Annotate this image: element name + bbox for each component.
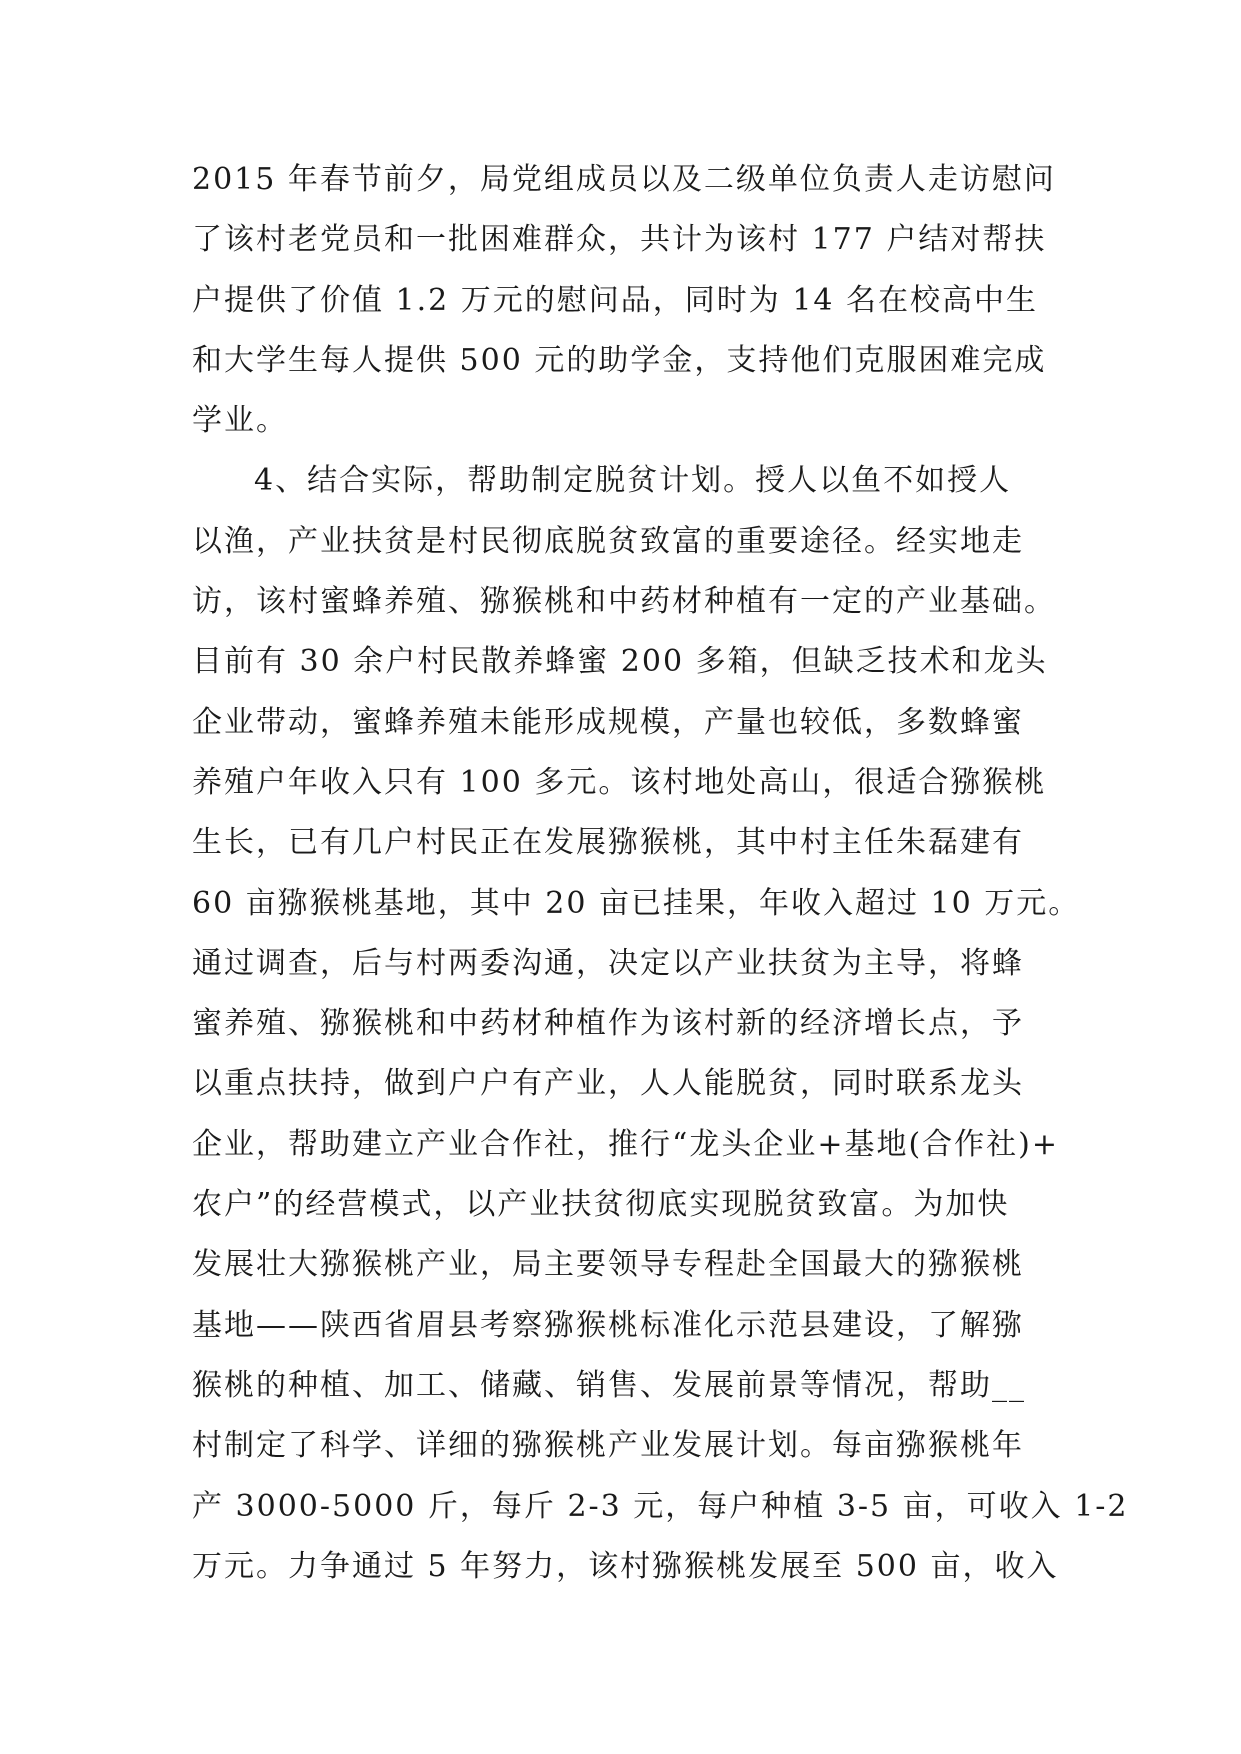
text-line: 万元。力争通过 5 年努力，该村猕猴桃发展至 500 亩，收入 [192, 1548, 1059, 1584]
text-line: 以渔，产业扶贫是村民彻底脱贫致富的重要途径。经实地走 [192, 523, 1024, 559]
text-line: 通过调查，后与村两委沟通，决定以产业扶贫为主导，将蜂 [192, 945, 1024, 981]
text-line: 目前有 30 余户村民散养蜂蜜 200 多箱，但缺乏技术和龙头 [192, 644, 1048, 680]
text-line: 生长，已有几户村民正在发展猕猴桃，其中村主任朱磊建有 [192, 825, 1024, 861]
text-line: 2015 年春节前夕，局党组成员以及二级单位负责人走访慰问 [192, 162, 1056, 197]
text-line: 猴桃的种植、加工、储藏、销售、发展前景等情况，帮助__ [192, 1367, 1026, 1403]
text-line: 企业带动，蜜蜂养殖未能形成规模，产量也较低，多数蜂蜜 [192, 704, 1024, 740]
body-text [192, 150, 1129, 1597]
text-line: 访，该村蜜蜂养殖、猕猴桃和中药材种植有一定的产业基础。 [192, 584, 1056, 620]
text-line: 以重点扶持，做到户户有产业，人人能脱贫，同时联系龙头 [192, 1066, 1024, 1102]
text-line: 企业，帮助建立产业合作社，推行“龙头企业+基地(合作社)+ [192, 1126, 1060, 1162]
text-line: 了该村老党员和一批困难群众，共计为该村 177 户结对帮扶 [192, 222, 1047, 258]
text-line: 养殖户年收入只有 100 多元。该村地处高山，很适合猕猴桃 [192, 764, 1047, 800]
text-line: 农户”的经营模式，以产业扶贫彻底实现脱贫致富。为加快 [192, 1187, 1010, 1223]
text-line: 蜜养殖、猕猴桃和中药材种植作为该村新的经济增长点，予 [192, 1006, 1024, 1042]
text-line: 学业。 [192, 403, 288, 439]
text-line: 发展壮大猕猴桃产业，局主要领导专程赴全国最大的猕猴桃 [192, 1247, 1024, 1283]
text-line: 和大学生每人提供 500 元的助学金，支持他们克服困难完成 [192, 342, 1047, 378]
text-line: 户提供了价值 1.2 万元的慰问品，同时为 14 名在校高中生 [192, 282, 1039, 318]
text-line: 60 亩猕猴桃基地，其中 20 亩已挂果，年收入超过 10 万元。 [192, 885, 1081, 921]
text-line: 基地——陕西省眉县考察猕猴桃标准化示范县建设，了解猕 [192, 1307, 1024, 1343]
text-line: 村制定了科学、详细的猕猴桃产业发展计划。每亩猕猴桃年 [192, 1428, 1024, 1464]
section-heading-line: 4、结合实际，帮助制定脱贫计划。授人以鱼不如授人 [254, 463, 1012, 499]
text-line: 产 3000-5000 斤，每斤 2-3 元，每户种植 3-5 亩，可收入 1-2 [192, 1488, 1129, 1524]
